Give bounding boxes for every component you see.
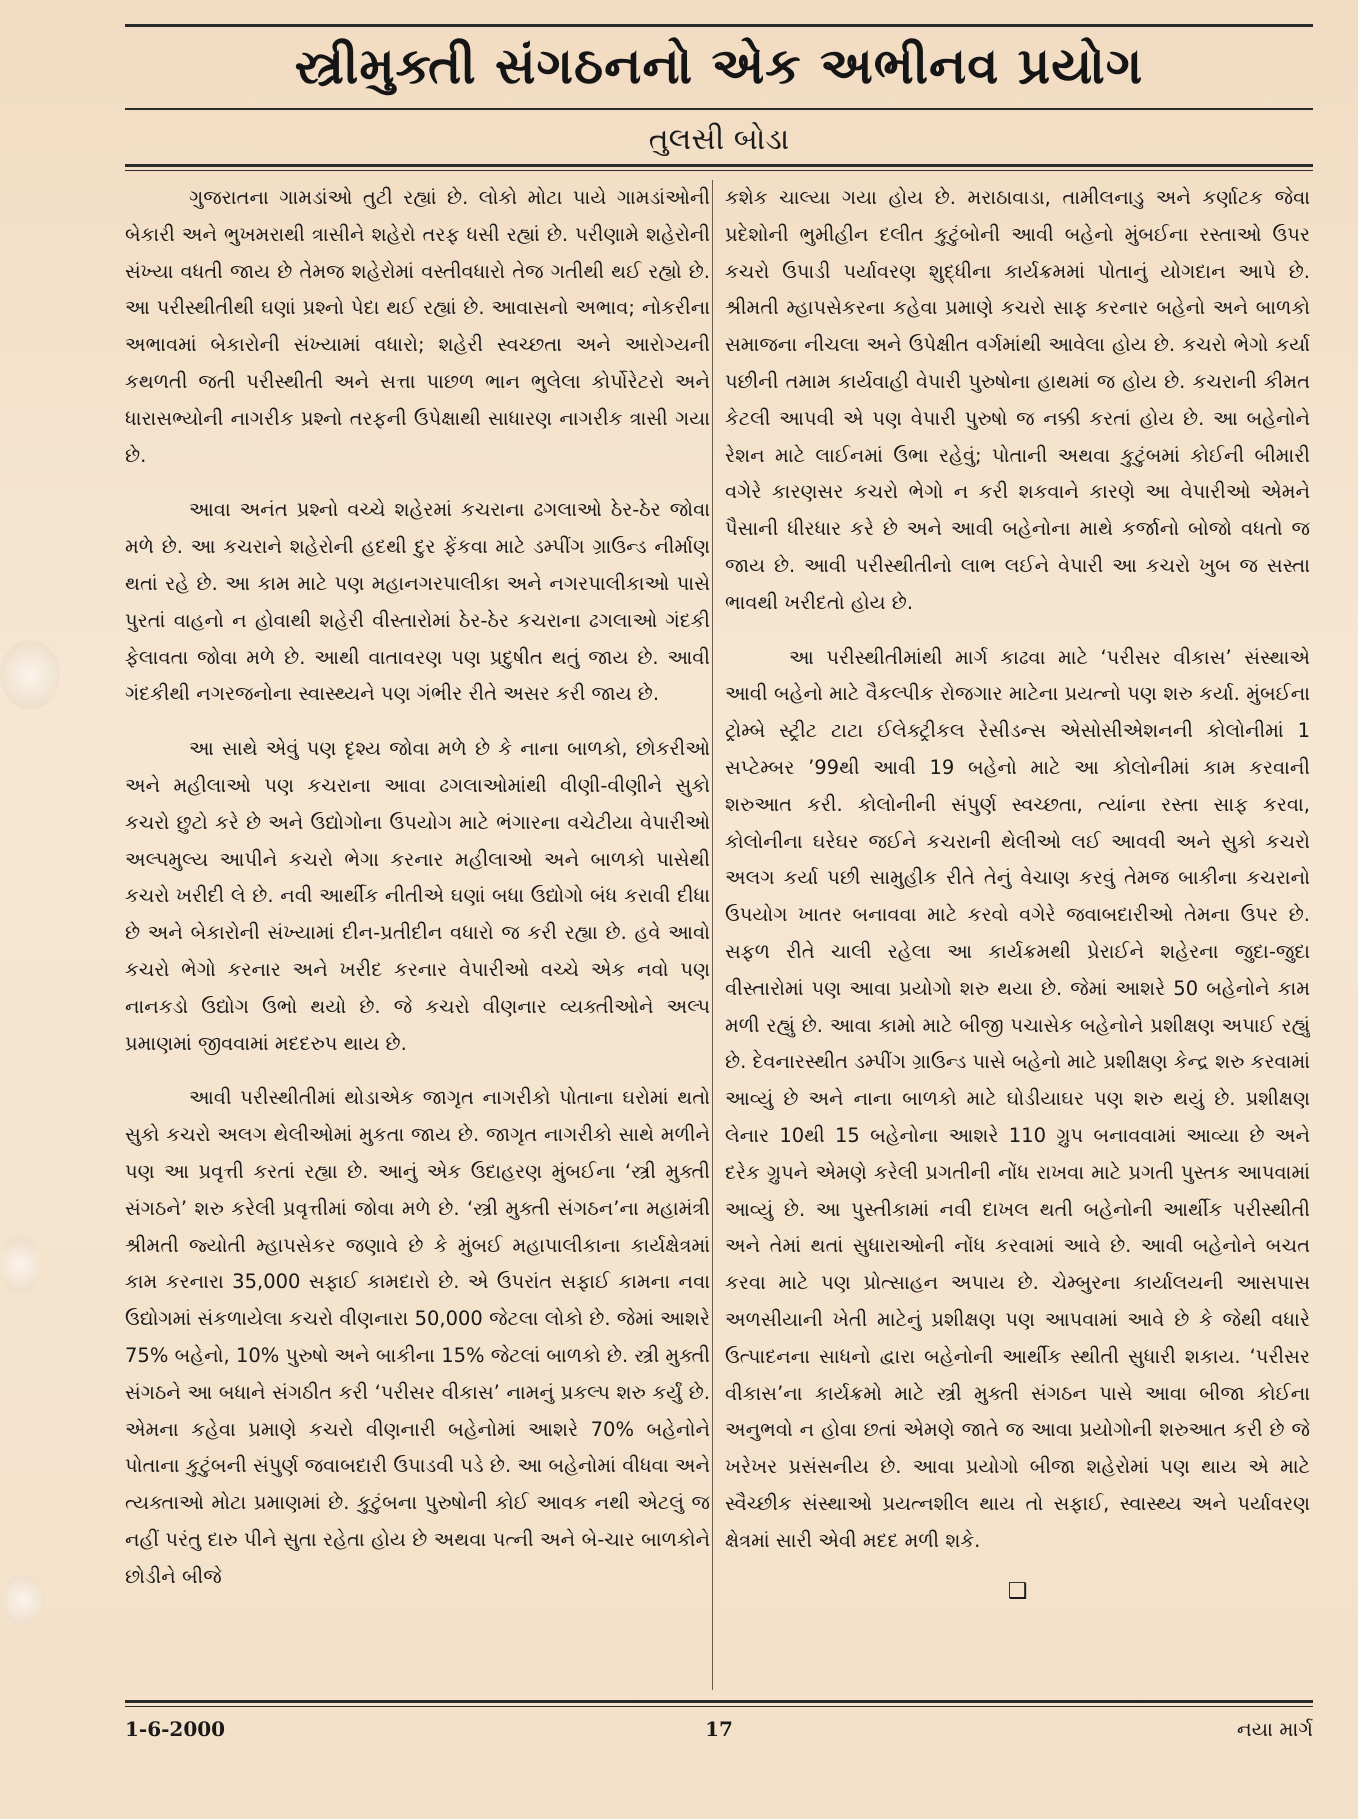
author-rule-thin xyxy=(125,170,1313,171)
paper-tear xyxy=(0,640,60,710)
paragraph: આવા અનંત પ્રશ્નો વચ્ચે શહેરમાં કચરાના ઢગલાઓ ઠેર-ઠેર જોવા મળે છે. આ કચરાને શહેરોની હદથી દુર ફેંકવા માટે ડમ્પીંગ ગ્રાઉન્ડ નીર્માણ થતાં રહે છે. આ કામ માટે પણ મહાનગરપાલીકા અને નગરપાલીકાઓ પાસે પુરતાં વાહનો ન હોવાથી શહેરી વીસ્તારોમાં ઠેર-ઠેર કચરાના ઢગલાઓ ગંદકી ફેલાવતા જોવા મળે છે. આથી વાતાવરણ પણ પ્રદુષીત થતું જાય છે. આવી ગંદકીથી નગરજનોના સ્વાસ્થ્યને પણ ગંભીર રીતે અસર કરી જાય છે. xyxy=(125,498,710,706)
article-title: સ્ત્રીમુક્તી સંગઠનનો એક અભીનવ પ્રયોગ xyxy=(294,37,1144,95)
paragraph: આ પરીસ્થીતીમાંથી માર્ગ કાઢવા માટે ‘પરીસર વીકાસ’ સંસ્થાએ આવી બહેનો માટે વૈકલ્પીક રોજગાર માટેના પ્રયત્નો પણ શરુ કર્યા. મુંબઈના ટ્રોમ્બે સ્ટ્રીટ ટાટા ઈલેક્ટ્રીકલ રેસીડન્સ એસોસીએશનની કોલોનીમાં 1 સપ્ટેમ્બર ’99થી આવી 19 બહેનો માટે આ કોલોનીમાં કામ કરવાની શરુઆત કરી. કોલોનીની સંપુર્ણ સ્વચ્છતા, ત્યાંના રસ્તા સાફ કરવા, કોલોનીના ઘરેઘર જઈને કચરાની થેલીઓ લઈ આવવી અને સુકો કચરો અલગ કર્યા પછી સામુહીક રીતે તેનું વેચાણ કરવું તેમજ બાકીના કચરાનો ઉપયોગ ખાતર બનાવવા માટે કરવો વગેરે જવાબદારીઓ તેમના ઉપર છે. સફળ રીતે ચાલી રહેલા આ કાર્યક્રમથી પ્રેરાઈને શહેરના જુદા-જુદા વીસ્તારોમાં પણ આવા પ્રયોગો શરુ થયા છે. જેમાં આશરે 50 બહેનોને કામ મળી રહ્યું છે. આવા કામો માટે બીજી પચાસેક બહેનોને પ્રશીક્ષણ અપાઈ રહ્યું છે. દેવનારસ્થીત ડમ્પીંગ ગ્રાઉન્ડ પાસે બહેનો માટે પ્રશીક્ષણ કેન્દ્ર શરુ કરવામાં આવ્યું છે અને નાના બાળકો માટે ઘોડીયાઘર પણ શરુ થયું છે. પ્રશીક્ષણ લેનાર 10થી 15 બહેનોના આશરે 110 ગ્રુપ બનાવવામાં આવ્યા છે અને દરેક ગ્રુપને એમણે કરેલી પ્રગતીની નોંધ રાખવા માટે પ્રગતી પુસ્તક આપવામાં આવ્યું છે. આ પુસ્તીકામાં નવી દાખલ થતી બહેનોની આર્થીક પરીસ્થીતી અને તેમાં થતાં સુધારાઓની નોંધ કરવામાં આવે છે. આવી બહેનોને બચત કરવા માટે પણ પ્રોત્સાહન અપાય છે. ચેમ્બુરના કાર્યાલયની આસપાસ અળસીયાની ખેતી માટેનું પ્રશીક્ષણ પણ આપવામાં આવે છે કે જેથી વધારે ઉત્પાદનના સાધનો દ્વારા બહેનોની આર્થીક સ્થીતી સુધારી શકાય. ‘પરીસર વીકાસ’ના કાર્યક્રમો માટે સ્ત્રી મુક્તી સંગઠન પાસે આવા બીજા કોઈના અનુભવો ન હોવા છતાં એમણે જાતે જ આવા પ્રયોગોની શરુઆત કરી છે જે ખરેખર પ્રસંસનીય છે. આવા પ્રયોગો બીજા શહેરોમાં પણ થાય એ માટે સ્વૈચ્છીક સંસ્થાઓ પ્રયત્નશીલ થાય તો સફાઈ, સ્વાસ્થ્ય અને પર્યાવરણ ક્ષેત્રમાં સારી એવી મદદ મળી શકે. xyxy=(725,645,1310,1552)
top-rule xyxy=(125,24,1313,27)
paper-tear xyxy=(0,1235,40,1295)
paragraph: આ સાથે એવું પણ દૃશ્ય જોવા મળે છે કે નાના બાળકો, છોકરીઓ અને મહીલાઓ પણ કચરાના આવા ઢગલાઓમાંથી વીણી-વીણીને સુકો કચરો છુટો કરે છે અને ઉદ્યોગોના ઉપયોગ માટે ભંગારના વચેટીયા વેપારીઓ અલ્પમુલ્ય આપીને કચરો ભેગા કરનાર મહીલાઓ અને બાળકો પાસેથી કચરો ખરીદી લે છે. નવી આર્થીક નીતીએ ઘણાં બધા ઉદ્યોગો બંધ કરાવી દીધા છે અને બેકારોની સંખ્યામાં દીન-પ્રતીદીન વધારો જ કરી રહ્યા છે. હવે આવો કચરો ભેગો કરનાર અને ખરીદ કરનાર વેપારીઓ વચ્ચે એક નવો પણ નાનકડો ઉદ્યોગ ઉભો થયો છે. જે કચરો વીણનાર વ્યક્તીઓને અલ્પ પ્રમાણમાં જીવવામાં મદદરુપ થાય છે. xyxy=(125,737,710,1055)
article-author: તુલસી બોડા xyxy=(648,122,790,157)
magazine-name: નયા માર્ગ xyxy=(1236,1717,1313,1741)
author-rule-thick xyxy=(125,164,1313,167)
issue-date: 1-6-2000 xyxy=(125,1717,226,1741)
column-divider xyxy=(712,180,713,1690)
paragraph: ગુજરાતના ગામડાંઓ તુટી રહ્યાં છે. લોકો મોટા પાયે ગામડાંઓની બેકારી અને ભુખમરાથી ત્રાસીને શહેરો તરફ ધસી રહ્યાં છે. પરીણામે શહેરોની સંખ્યા વધતી જાય છે તેમજ શહેરોમાં વસ્તીવધારો તેજ ગતીથી થઈ રહ્યો છે. આ પરીસ્થીતીથી ઘણાં પ્રશ્નો પેદા થઈ રહ્યાં છે. આવાસનો અભાવ; નોકરીના અભાવમાં બેકારોની સંખ્યામાં વધારો; શહેરી સ્વચ્છતા અને આરોગ્યની કથળતી જતી પરીસ્થીતી અને સત્તા પાછળ ભાન ભુલેલા કોર્પોરેટરો અને ધારાસભ્યોની નાગરીક પ્રશ્નો તરફની ઉપેક્ષાથી સાધારણ નાગરીક ત્રાસી ગયા છે. xyxy=(125,186,710,467)
paper-tear xyxy=(0,1575,45,1625)
left-column xyxy=(125,180,710,1690)
page-number: 17 xyxy=(705,1717,733,1741)
paragraph: કશેક ચાલ્યા ગયા હોય છે. મરાઠાવાડા, તામીલનાડુ અને કર્ણાટક જેવા પ્રદેશોની ભુમીહીન દલીત કુટુંબોની આવી બહેનો મુંબઈના રસ્તાઓ ઉપર કચરો ઉપાડી પર્યાવરણ શુદ્ધીના કાર્યક્રમમાં પોતાનું યોગદાન આપે છે. શ્રીમતી મ્હાપસેકરના કહેવા પ્રમાણે કચરો સાફ કરનાર બહેનો અને બાળકો સમાજના નીચલા અને ઉપેક્ષીત વર્ગમાંથી આવેલા હોય છે. કચરો ભેગો કર્યા પછીની તમામ કાર્યવાહી વેપારી પુરુષોના હાથમાં જ હોય છે. કચરાની કીમત કેટલી આપવી એ પણ વેપારી પુરુષો જ નક્કી કરતાં હોય છે. આ બહેનોને રેશન માટે લાઈનમાં ઉભા રહેવું; પોતાની અથવા કુટુંબમાં કોઈની બીમારી વગેરે કારણસર કચરો ભેગો ન કરી શકવાને કારણે આ વેપારીઓ એમને પૈસાની ધીરધાર કરે છે અને આવી બહેનોના માથે કર્જાનો બોજો વધતો જ જાય છે. આવી પરીસ્થીતીનો લાભ લઈને વેપારી આ કચરો ખુબ જ સસ્તા ભાવથી ખરીદતો હોય છે. xyxy=(725,186,1310,614)
title-rule xyxy=(125,108,1313,110)
article-end-mark: ❑ xyxy=(1007,1579,1028,1605)
paragraph: આવી પરીસ્થીતીમાં થોડાએક જાગૃત નાગરીકો પોતાના ઘરોમાં થતો સુકો કચરો અલગ થેલીઓમાં મુકતા જાય છે. જાગૃત નાગરીકો સાથે મળીને પણ આ પ્રવૃત્તી કરતાં રહ્યા છે. આનું એક ઉદાહરણ મુંબઈના ‘સ્ત્રી મુક્તી સંગઠને’ શરુ કરેલી પ્રવૃત્તીમાં જોવા મળે છે. ‘સ્ત્રી મુક્તી સંગઠન’ના મહામંત્રી શ્રીમતી જ્યોતી મ્હાપસેકર જણાવે છે કે મુંબઈ મહાપાલીકાના કાર્યક્ષેત્રમાં કામ કરનારા 35,000 સફાઈ કામદારો છે. એ ઉપરાંત સફાઈ કામના નવા ઉદ્યોગમાં સંકળાયેલા કચરો વીણનારા 50,000 જેટલા લોકો છે. જેમાં આશરે 75% બહેનો, 10% પુરુષો અને બાકીના 15% જેટલાં બાળકો છે. સ્ત્રી મુક્તી સંગઠને આ બધાને સંગઠીત કરી ‘પરીસર વીકાસ’ નામનું પ્રકલ્પ શરુ કર્યું છે. એમના કહેવા પ્રમાણે કચરો વીણનારી બહેનોમાં આશરે 70% બહેનોને પોતાના કુટુંબની સંપુર્ણ જવાબદારી ઉપાડવી પડે છે. આ બહેનોમાં વીધવા અને ત્યક્તાઓ મોટા પ્રમાણમાં છે. કુટુંબના પુરુષોની કોઈ આવક નથી એટલું જ નહીં પરંતુ દારુ પીને સુતા રહેતા હોય છે અથવા પત્ની અને બે-ચાર બાળકોને છોડીને બીજે xyxy=(125,1086,710,1588)
footer-rule-thick xyxy=(125,1700,1313,1703)
page-footer xyxy=(125,1712,1313,1746)
footer-rule-thin xyxy=(125,1706,1313,1707)
right-column xyxy=(725,180,1310,1690)
